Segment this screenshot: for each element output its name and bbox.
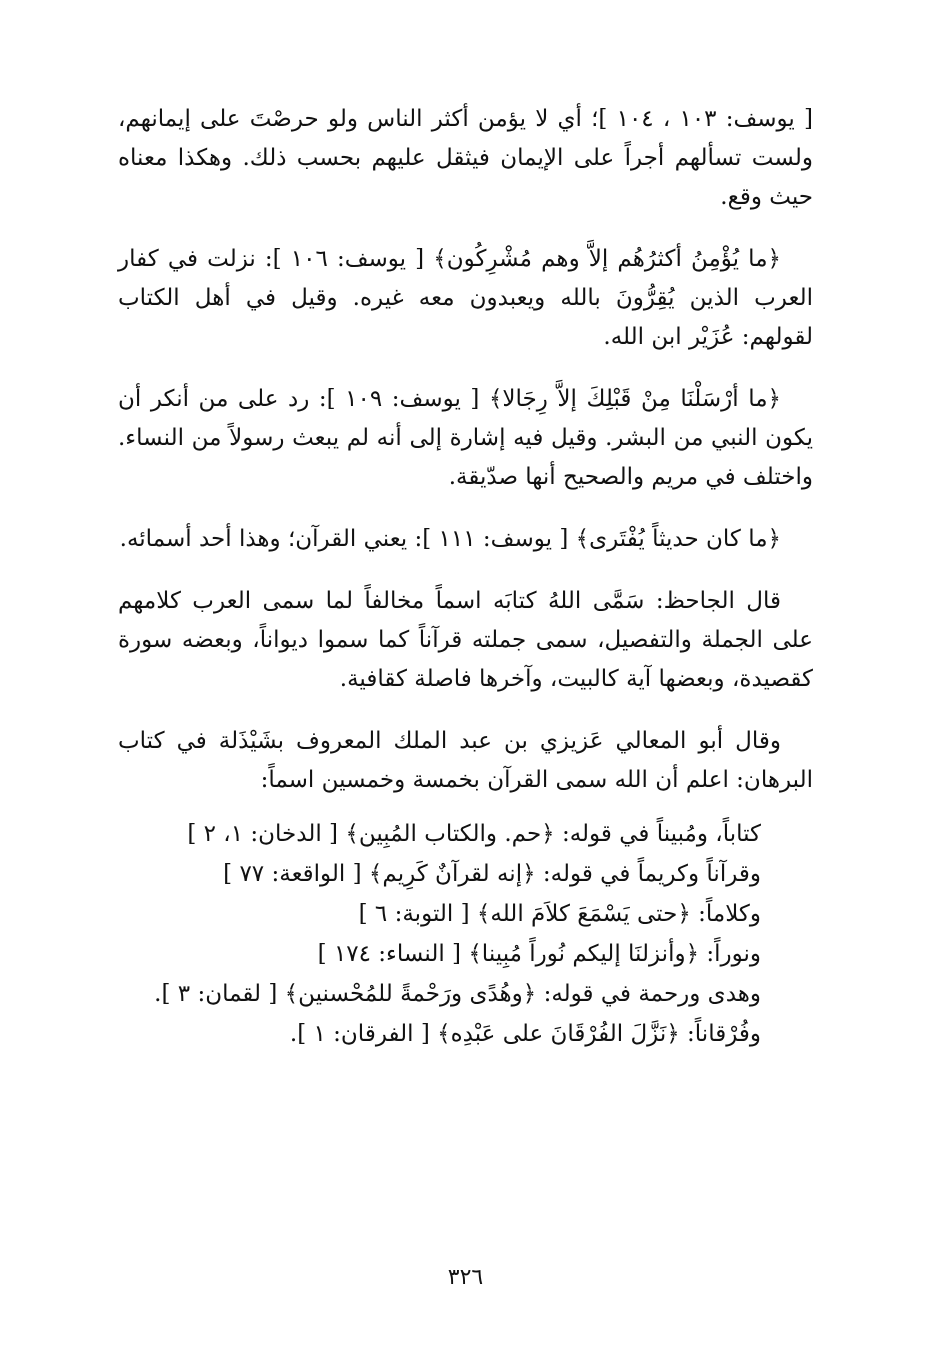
paragraph-yusuf-106: ﴿ما يُؤْمِنُ أكثرُهُم إلاَّ وهم مُشْرِكُون﴾ [ يوسف: ١٠٦ ]: نزلت في كفار العرب الذين يُقِرُّونَ بالله ويعبدون معه غيره. وقيل في أهل الكتاب لقولهم: عُزَيْر ابن الله. [118, 246, 813, 350]
quran-names-list [118, 814, 813, 1054]
paragraph-yusuf-111: ﴿ما كان حديثاً يُفْتَرى﴾ [ يوسف: ١١١ ]: يعني القرآن؛ وهذا أحد أسمائه. [119, 526, 781, 552]
paragraph-yusuf-109: ﴿ما أرْسَلْنَا مِنْ قَبْلِكَ إلاَّ رِجَالا﴾ [ يوسف: ١٠٩ ]: رد على من أنكر أن يكون النبي من البشر. وقيل فيه إشارة إلى أنه لم يبعث رسولاً من النساء. واختلف في مريم والصحيح أنها صدّيقة. [118, 386, 813, 490]
page-number: ٣٢٦ [447, 1265, 484, 1290]
paragraph-jahiz-quote: قال الجاحظ: سَمَّى اللهُ كتابَه اسماً مخالفاً لما سمى العرب كلامهم على الجملة والتفصيل، سمى جملته قرآناً كما سموا ديواناً، وبعضه سورة كقصيدة، وبعضها آية كالبيت، وآخرها فاصلة كقافية. [118, 588, 813, 692]
list-item: كتاباً، ومُبيناً في قوله: ﴿حم. والكتاب المُبِين﴾ [ الدخان: ١، ٢ ] [187, 821, 761, 847]
list-item: ونوراً: ﴿وأنزلنَا إليكم نُوراً مُبِينا﴾ [ النساء: ١٧٤ ] [317, 941, 761, 967]
paragraph-burhan-intro: وقال أبو المعالي عَزيزي بن عبد الملك المعروف بشَيْذَلة في كتاب البرهان: اعلم أن الله سمى القرآن بخمسة وخمسين اسماً: [118, 728, 813, 793]
list-item: وكلاماً: ﴿حتى يَسْمَعَ كلاَمَ الله﴾ [ التوبة: ٦ ] [358, 901, 761, 927]
page-body [118, 100, 813, 1054]
list-item: وفُرْقاناً: ﴿نَزَّلَ الفُرْقَانَ على عَبْدِه﴾ [ الفرقان: ١ ]. [289, 1021, 761, 1047]
list-item: وقرآناً وكريماً في قوله: ﴿إنه لقرآنٌ كَرِيم﴾ [ الواقعة: ٧٧ ] [223, 861, 761, 887]
paragraph-yusuf-103: [ يوسف: ١٠٣ ، ١٠٤ ]؛ أي لا يؤمن أكثر الناس ولو حرصْتَ على إيمانهم، ولست تسألهم أجراً على الإيمان فيثقل عليهم بحسب ذلك. وهكذا معناه حيث وقع. [118, 106, 814, 210]
list-item: وهدى ورحمة في قوله: ﴿وهُدًى ورَحْمةً للمُحْسنين﴾ [ لقمان: ٣ ]. [154, 981, 761, 1007]
